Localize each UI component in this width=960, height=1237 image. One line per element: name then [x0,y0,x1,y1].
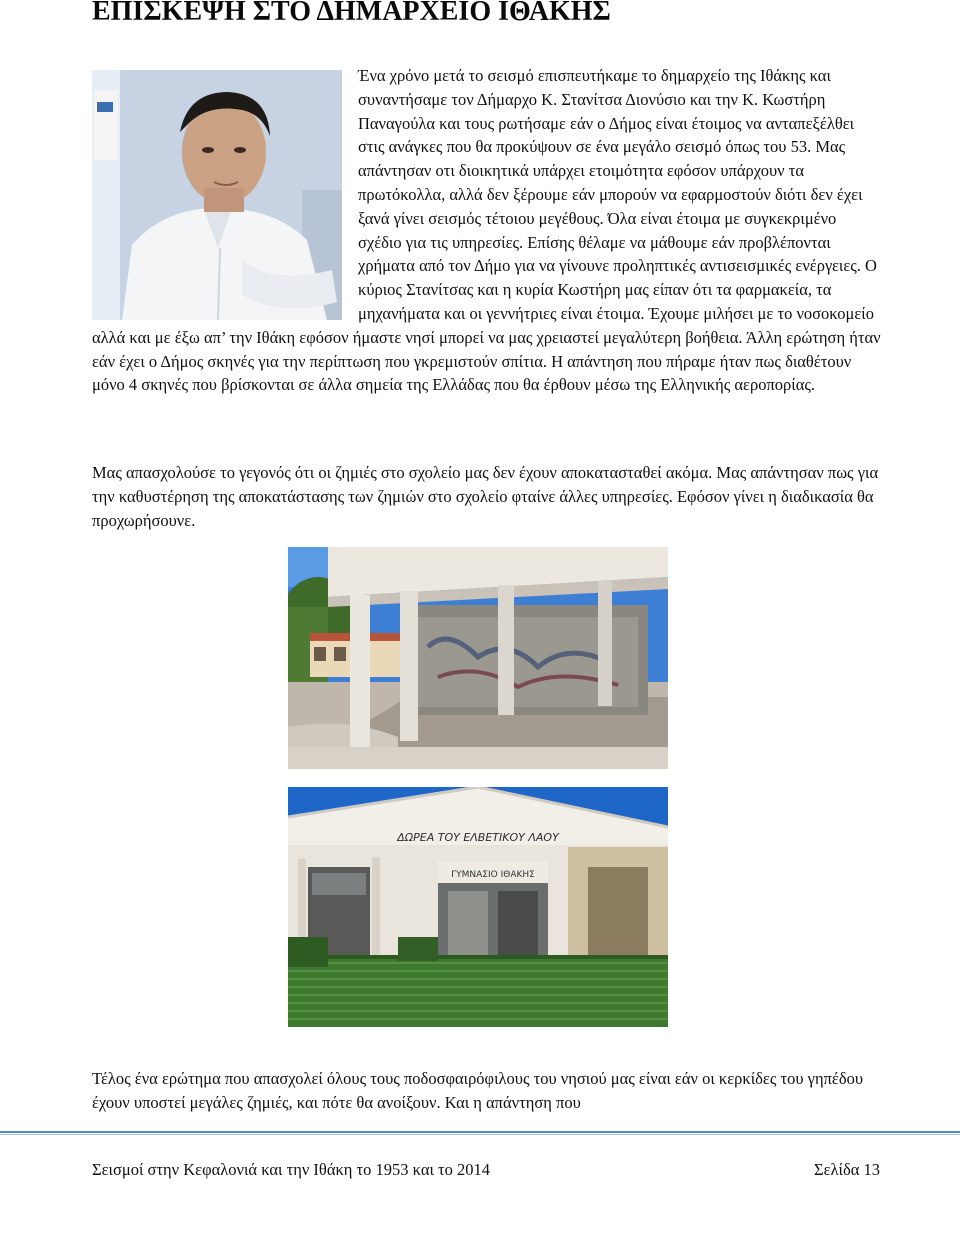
mayor-photo [92,70,342,320]
school-columns-photo [288,547,668,769]
school-entrance-image [288,787,668,1027]
paragraph-school-damage: Μας απασχολούσε το γεγονός ότι οι ζημιές στο σχολείο μας δεν έχουν αποκατασταθεί ακόμα. Μας απάντησαν πως για την καθυστέρηση της αποκατάστασης των ζημιών στο σχολείο φταίνε άλλες υπηρεσίες. Εφόσον γίνει η διαδικασία θα προχωρήσουνε. [92,463,879,530]
school-sign-entrance: ΓΥΜΝΑΣΙΟ ΙΘΑΚΗΣ [451,870,535,880]
footer-divider [0,1131,960,1133]
footer-divider-thin [0,1134,960,1135]
school-entrance-photo [288,787,668,1027]
paragraph-mayor-interview: Ένα χρόνο μετά το σεισμό επισπευτήκαμε το δημαρχείο της Ιθάκης και συναντήσαμε τον Δήμαρχο Κ. Στανίτσα Διονύσιο και την Κ. Κωστήρη Παναγούλα και τους ρωτήσαμε εάν ο Δήμος είναι έτοιμος να ανταπεξέλθει στις ανάγκες που θα προκύψουν σε ένα μεγάλο σεισμό όπως του 53. Μας απάντησαν οτι διοικητικά υπάρχει ετοιμότητα εφόσον υπάρχουν τα πρωτόκολλα, αλλά δεν ξέρουμε εάν μπορούν να εφαρμοστούν διότι δεν έχει ξανά γίνει σεισμός τέτοιου μεγέθους. Όλα είναι έτοιμα με συγκεκριμένο σχέδιο για τις υπηρεσίες. Επίσης θέλαμε να μάθουμε εάν προβλέπονται χρήματα από τον Δήμο για να γίνουνε προληπτικές αντισεισμικές ενέργειες. Ο κύριος Στανίτσας και η κυρία Κωστήρη μας είπαν ότι τα φαρμακεία, τα μηχανήματα και οι γεννήτριες είναι έτοιμα. Έχουμε μιλήσει με το νοσοκομείο αλλά και με έξω απ’ την Ιθάκη εφόσον ήμαστε νησί μπορεί να μας χρειαστεί μεγαλύτερη βοήθεια. Άλλη ερώτηση ήταν εάν έχει ο Δήμος σκηνές για την περίπτωση που γκρεμιστούν σπίτια. Η απάντηση που πήραμε ήταν πως διαθέτουν μόνο 4 σκηνές που βρίσκονται σε άλλα σημεία της Ελλάδας που θα έρθουν μέσω της Ελληνικής αεροπορίας. [92,66,881,395]
paragraph-stadium-question: Τέλος ένα ερώτημα που απασχολεί όλους τους ποδοσφαιρόφιλους του νησιού μας είναι εάν οι κερκίδες του γηπέδου έχουν υποστεί μεγάλες ζημιές, και πότε θα ανοίξουν. Και η απάντηση που [92,1069,864,1112]
school-sign-top: ΔΩΡΕΑ ΤΟΥ ΕΛΒΕΤΙΚΟΥ ΛΑΟΥ [397,831,559,844]
mayor-photo-image [92,70,342,320]
footer-page-number: Σελίδα 13 [813,1160,880,1179]
interview-section [92,64,882,397]
school-columns-image [288,547,668,769]
stadium-question-section [92,1067,882,1115]
school-damage-section [92,461,882,532]
footer-document-title: Σεισμοί στην Κεφαλονιά και την Ιθάκη το 1953 και το 2014 [92,1160,491,1179]
page-title: ΕΠΙΣΚΕΨΗ ΣΤΟ ΔΗΜΑΡΧΕΙΟ ΙΘΑΚΗΣ [92,0,611,27]
